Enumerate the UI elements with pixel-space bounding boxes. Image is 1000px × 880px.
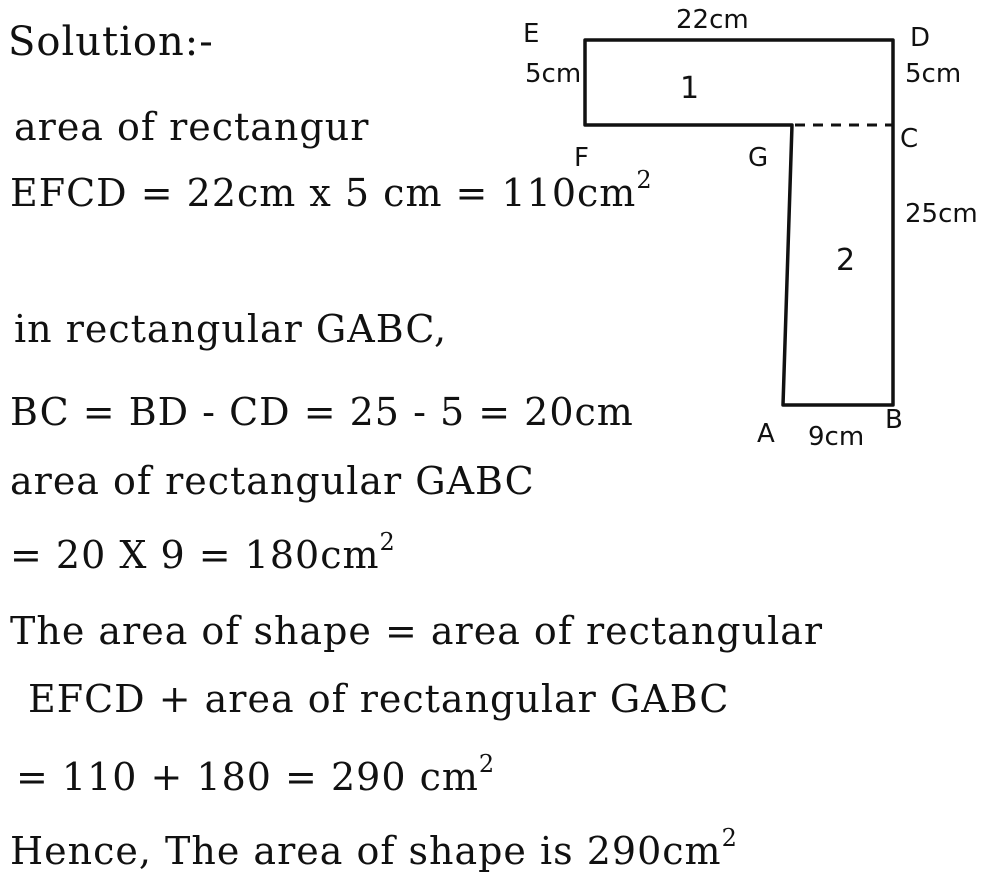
solution-line-3: in rectangular GABC, — [14, 307, 448, 351]
vertex-label-e: E — [523, 19, 540, 49]
solution-heading: Solution:- — [8, 19, 214, 65]
measure-cb: 25cm — [905, 199, 978, 229]
measure-ef: 5cm — [525, 59, 582, 89]
solution-line-8: EFCD + area of rectangular GABC — [28, 677, 730, 721]
vertex-label-a: A — [757, 419, 775, 449]
solution-line-7: The area of shape = area of rectangular — [10, 609, 824, 653]
vertex-label-b: B — [885, 405, 903, 435]
vertex-label-c: C — [900, 124, 919, 154]
measure-ed: 22cm — [676, 5, 749, 35]
solution-line-1: area of rectangur — [14, 105, 370, 149]
solution-line-4: BC = BD - CD = 25 - 5 = 20cm — [10, 390, 634, 434]
solution-line-5: area of rectangular GABC — [10, 459, 535, 503]
vertex-label-g: G — [748, 143, 769, 173]
region-label-1: 1 — [680, 71, 700, 106]
solution-line-9: = 110 + 180 = 290 $cm^2$ — [16, 750, 496, 799]
l-shape-outline — [585, 40, 893, 405]
vertex-label-d: D — [910, 23, 931, 53]
measure-ab: 9cm — [808, 422, 865, 452]
vertex-label-f: F — [574, 143, 589, 173]
solution-line-6: = 20 X $9 = 180cm^2$ — [10, 528, 396, 577]
solution-line-2: EFCD = 22cm x 5 cm = $110cm^2$ — [10, 166, 653, 215]
solution-line-10: Hence, The area of shape is $290cm^2$ — [10, 824, 738, 873]
measure-dc: 5cm — [905, 59, 962, 89]
region-label-2: 2 — [836, 243, 856, 278]
